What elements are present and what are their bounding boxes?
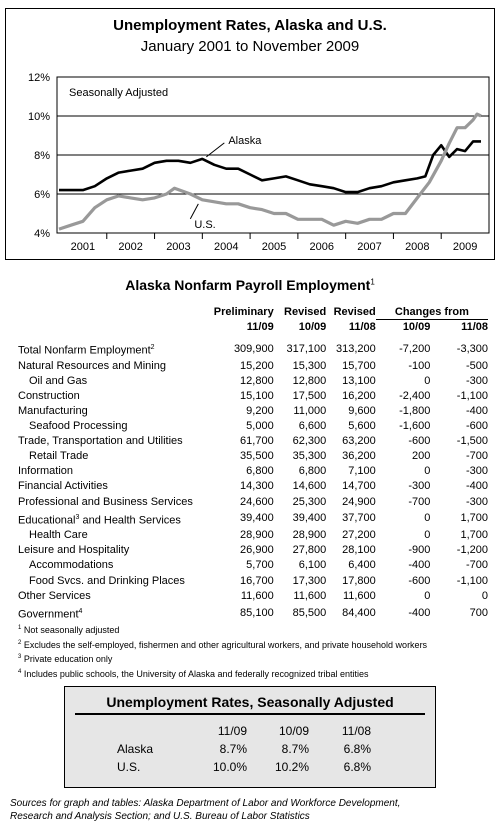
- x-tick-label: 2007: [357, 241, 382, 253]
- row-label: [18, 543, 205, 558]
- change-value: -600: [465, 420, 488, 433]
- employment-value: 317,100: [286, 342, 327, 355]
- footnote: [18, 637, 498, 652]
- row-label-text-continued: and Health Services: [79, 514, 181, 527]
- row-label-text: Oil and Gas: [29, 374, 88, 387]
- table-row: [18, 574, 488, 589]
- header-row-2: [18, 320, 488, 335]
- summary-box: [64, 686, 436, 788]
- row-label: [18, 589, 205, 604]
- change-value: -700: [465, 450, 488, 463]
- employment-value: 11,600: [342, 589, 376, 602]
- employment-value: 5,700: [246, 559, 274, 572]
- summary-value: 6.8%: [343, 760, 371, 774]
- row-label: [18, 604, 205, 623]
- employment-value: 6,800: [246, 465, 274, 478]
- change-value: 700: [469, 606, 488, 619]
- change-value: -400: [408, 606, 431, 619]
- table-row: [18, 464, 488, 479]
- summary-title: Unemployment Rates, Seasonally Adjusted: [106, 694, 394, 710]
- change-value: 0: [424, 529, 431, 542]
- row-label: [18, 479, 205, 494]
- sources-line-1: Sources for graph and tables: Alaska Department of Labor and Workforce Development,: [10, 798, 401, 809]
- x-tick-label: 2006: [309, 241, 335, 253]
- change-value: 0: [424, 589, 431, 602]
- table-row: [18, 528, 488, 543]
- header-date-revised-1: 10/09: [298, 320, 327, 333]
- x-tick-label: 2009: [452, 241, 478, 253]
- y-tick-label: 6%: [34, 189, 50, 201]
- employment-value: 36,200: [342, 450, 376, 463]
- header-revised-1: Revised: [284, 306, 327, 319]
- x-tick-label: 2005: [261, 241, 287, 253]
- change-value: -400: [465, 480, 488, 493]
- alaska-series-label: Alaska: [228, 134, 262, 147]
- table-row: [18, 495, 488, 510]
- summary-value: 10.2%: [274, 760, 309, 774]
- header-revised-2: Revised: [333, 306, 376, 319]
- employment-value: 16,200: [342, 389, 376, 402]
- header-date-revised-2: 11/08: [348, 320, 376, 333]
- table-row: [18, 374, 488, 389]
- summary-row-label: Alaska: [117, 742, 154, 756]
- employment-value: 7,100: [348, 465, 376, 478]
- change-value: -1,200: [456, 544, 488, 557]
- employment-value: 12,800: [240, 374, 274, 387]
- row-label: [18, 374, 205, 389]
- employment-value: 62,300: [292, 435, 327, 448]
- us-callout-line: [190, 204, 198, 219]
- employment-value: 14,600: [292, 480, 327, 493]
- footnote-text: Not seasonally adjusted: [23, 625, 120, 635]
- row-label-text: Other Services: [18, 589, 91, 602]
- row-label-text: Leisure and Hospitality: [18, 544, 130, 557]
- change-value: -1,100: [456, 574, 488, 587]
- employment-value: 28,900: [292, 529, 327, 542]
- row-label-text: Seafood Processing: [29, 420, 128, 433]
- change-value: -1,100: [456, 389, 488, 402]
- alaska-series-line: [59, 141, 481, 192]
- employment-value: 35,500: [240, 450, 274, 463]
- row-label-text: Natural Resources and Mining: [18, 359, 166, 372]
- row-label-text: Trade, Transportation and Utilities: [18, 435, 183, 448]
- row-label-text: Financial Activities: [18, 480, 108, 493]
- sources-note: [10, 797, 494, 823]
- x-tick-label: 2008: [405, 241, 430, 253]
- change-value: 200: [411, 450, 431, 463]
- unemployment-line-chart: [6, 9, 496, 261]
- employment-value: 15,700: [342, 359, 376, 372]
- payroll-title-footnote: 1: [370, 277, 375, 287]
- employment-value: 13,100: [342, 374, 376, 387]
- change-value: -7,200: [399, 342, 431, 355]
- employment-value: 11,600: [240, 589, 274, 602]
- employment-value: 11,600: [293, 589, 327, 602]
- table-row: [18, 604, 488, 623]
- row-label-text: Educational: [18, 514, 76, 527]
- row-label-text: Professional and Business Services: [18, 495, 193, 508]
- employment-value: 313,200: [336, 342, 376, 355]
- table-row: [18, 510, 488, 529]
- summary-row-alaska: [117, 740, 371, 758]
- row-label: [18, 359, 205, 374]
- employment-value: 17,500: [292, 389, 327, 402]
- table-row: [18, 434, 488, 449]
- summary-header-2: 10/09: [278, 724, 309, 738]
- row-label: [18, 528, 205, 543]
- employment-value: 15,300: [292, 359, 327, 372]
- row-footnote-marker: 3: [75, 513, 80, 521]
- employment-value: 24,900: [342, 495, 376, 508]
- employment-value: 61,700: [240, 435, 274, 448]
- change-value: -1,600: [399, 420, 431, 433]
- employment-value: 6,100: [298, 559, 327, 572]
- row-label: [18, 510, 205, 529]
- employment-value: 37,700: [342, 512, 376, 525]
- change-value: -700: [408, 495, 431, 508]
- employment-value: 12,800: [292, 374, 327, 387]
- change-value: -900: [408, 544, 431, 557]
- footnote: [18, 622, 498, 637]
- employment-value: 5,000: [246, 420, 274, 433]
- header-blank: [18, 305, 205, 320]
- payroll-table: [18, 305, 488, 622]
- row-label-text: Food Svcs. and Drinking Places: [29, 574, 185, 587]
- row-label: [18, 389, 205, 404]
- employment-value: 6,800: [298, 465, 327, 478]
- employment-value: 63,200: [342, 435, 376, 448]
- table-row: [18, 389, 488, 404]
- unemployment-chart-panel: [5, 8, 495, 260]
- employment-value: 28,900: [240, 529, 274, 542]
- summary-value: 10.0%: [212, 760, 247, 774]
- employment-value: 39,400: [292, 512, 327, 525]
- footnote-number: 2: [18, 639, 22, 646]
- change-value: -1,500: [456, 435, 488, 448]
- change-value: -300: [408, 480, 431, 493]
- change-value: 0: [424, 374, 431, 387]
- x-tick-label: 2003: [166, 241, 191, 253]
- employment-value: 5,600: [348, 420, 376, 433]
- row-label-text: Retail Trade: [29, 450, 89, 463]
- header-row-1: [18, 305, 488, 320]
- summary-header-3: 11/08: [341, 724, 371, 738]
- employment-value: 17,300: [292, 574, 327, 587]
- employment-value: 27,800: [292, 544, 327, 557]
- employment-value: 15,100: [240, 389, 274, 402]
- footnote-number: 1: [18, 625, 22, 631]
- us-series-label: U.S.: [194, 218, 216, 231]
- row-label: [18, 495, 205, 510]
- row-label-text: Accommodations: [29, 559, 114, 572]
- sources-line-2: Research and Analysis Section; and U.S. Bureau of Labor Statistics: [10, 811, 310, 822]
- header-date-change-1: 10/09: [402, 321, 431, 333]
- summary-rule: [75, 713, 425, 715]
- employment-value: 35,300: [292, 450, 327, 463]
- employment-value: 14,300: [240, 480, 274, 493]
- table-row: [18, 589, 488, 604]
- change-value: -100: [408, 359, 431, 372]
- row-label: [18, 449, 205, 464]
- header-preliminary: Preliminary: [213, 306, 274, 319]
- change-value: 1,700: [460, 529, 488, 542]
- y-tick-label: 10%: [27, 111, 50, 123]
- footnote-text: Excludes the self-employed, fishermen and other agricultural workers, and private household workers: [23, 639, 428, 650]
- change-value: -700: [465, 559, 488, 572]
- summary-header-blank: [117, 722, 185, 740]
- row-label-text: Total Nonfarm Employment: [18, 344, 151, 357]
- footnote-number: 3: [18, 654, 22, 661]
- table-row: [18, 404, 488, 419]
- summary-header-1: 11/09: [217, 724, 247, 738]
- summary-row-us: [117, 758, 371, 776]
- row-label-text: Health Care: [29, 529, 88, 542]
- employment-value: 6,600: [298, 420, 327, 433]
- row-label: [18, 574, 205, 589]
- change-value: -500: [465, 359, 488, 372]
- employment-value: 39,400: [240, 512, 274, 525]
- employment-value: 16,700: [240, 574, 274, 587]
- footnotes: [18, 622, 498, 680]
- change-value: -300: [465, 374, 488, 387]
- employment-value: 85,100: [240, 606, 274, 619]
- summary-value: 8.7%: [281, 742, 309, 756]
- payroll-table-title: [0, 277, 500, 293]
- employment-value: 9,200: [246, 404, 274, 417]
- header-date-prelim: 11/09: [246, 320, 274, 333]
- x-tick-label: 2001: [70, 241, 96, 253]
- footnote-text: Includes public schools, the University of Alaska and federally recognized tribal entities: [23, 668, 369, 679]
- chart-subtitle: January 2001 to November 2009: [140, 38, 360, 55]
- employment-value: 25,300: [292, 495, 327, 508]
- footnote: [18, 651, 498, 666]
- employment-value: 9,600: [348, 404, 376, 417]
- row-label: [18, 404, 205, 419]
- row-label: [18, 558, 205, 573]
- change-value: 0: [424, 512, 431, 525]
- row-label: [18, 340, 205, 359]
- employment-value: 84,400: [342, 606, 376, 619]
- y-tick-label: 12%: [27, 72, 50, 84]
- change-value: 0: [481, 589, 488, 602]
- table-row: [18, 558, 488, 573]
- summary-row-label: U.S.: [117, 760, 141, 774]
- header-date-change-2: 11/08: [461, 321, 488, 333]
- change-value: -600: [408, 574, 431, 587]
- change-value: 0: [424, 465, 431, 478]
- summary-header-row: [117, 722, 371, 740]
- employment-value: 17,800: [342, 574, 376, 587]
- row-label-text: Manufacturing: [18, 404, 88, 417]
- employment-value: 14,700: [342, 480, 376, 493]
- table-row: [18, 543, 488, 558]
- row-label: [18, 434, 205, 449]
- table-row: [18, 479, 488, 494]
- change-value: -300: [465, 495, 488, 508]
- y-tick-label: 4%: [34, 228, 50, 240]
- change-value: -400: [465, 404, 488, 417]
- seasonally-adjusted-note: Seasonally Adjusted: [69, 87, 169, 99]
- table-row: [18, 419, 488, 434]
- employment-value: 27,200: [342, 529, 376, 542]
- employment-value: 11,000: [293, 404, 327, 417]
- row-footnote-marker: 4: [78, 607, 83, 615]
- table-row: [18, 340, 488, 359]
- row-label: [18, 464, 205, 479]
- x-tick-label: 2004: [213, 241, 239, 253]
- summary-value: 6.8%: [343, 742, 371, 756]
- payroll-title-text: Alaska Nonfarm Payroll Employment: [125, 277, 371, 293]
- change-value: 1,700: [460, 512, 488, 525]
- footnote-text: Private education only: [23, 654, 113, 665]
- employment-value: 15,200: [240, 359, 274, 372]
- table-row: [18, 359, 488, 374]
- chart-title: Unemployment Rates, Alaska and U.S.: [113, 17, 387, 34]
- header-blank-2: [18, 320, 205, 335]
- change-value: -400: [408, 559, 431, 572]
- footnote-number: 4: [18, 668, 22, 675]
- employment-value: 24,600: [240, 495, 274, 508]
- y-tick-label: 8%: [34, 150, 50, 162]
- x-tick-label: 2002: [118, 241, 143, 253]
- footnote: [18, 666, 498, 681]
- row-footnote-marker: 2: [150, 344, 155, 351]
- change-value: -300: [465, 465, 488, 478]
- employment-value: 85,500: [292, 606, 327, 619]
- row-label-text: Construction: [18, 389, 80, 402]
- change-value: -3,300: [456, 342, 488, 355]
- employment-value: 26,900: [240, 544, 274, 557]
- row-label-text: Government: [18, 608, 79, 621]
- change-value: -2,400: [399, 389, 431, 402]
- table-row: [18, 449, 488, 464]
- header-changes-from: Changes from: [376, 305, 488, 320]
- summary-table: [117, 722, 371, 776]
- summary-value: 8.7%: [219, 742, 247, 756]
- row-label-text: Information: [18, 465, 74, 478]
- employment-value: 309,900: [233, 342, 274, 355]
- row-label: [18, 419, 205, 434]
- employment-value: 6,400: [348, 559, 376, 572]
- employment-value: 28,100: [342, 544, 376, 557]
- change-value: -600: [408, 435, 431, 448]
- change-value: -1,800: [399, 404, 431, 417]
